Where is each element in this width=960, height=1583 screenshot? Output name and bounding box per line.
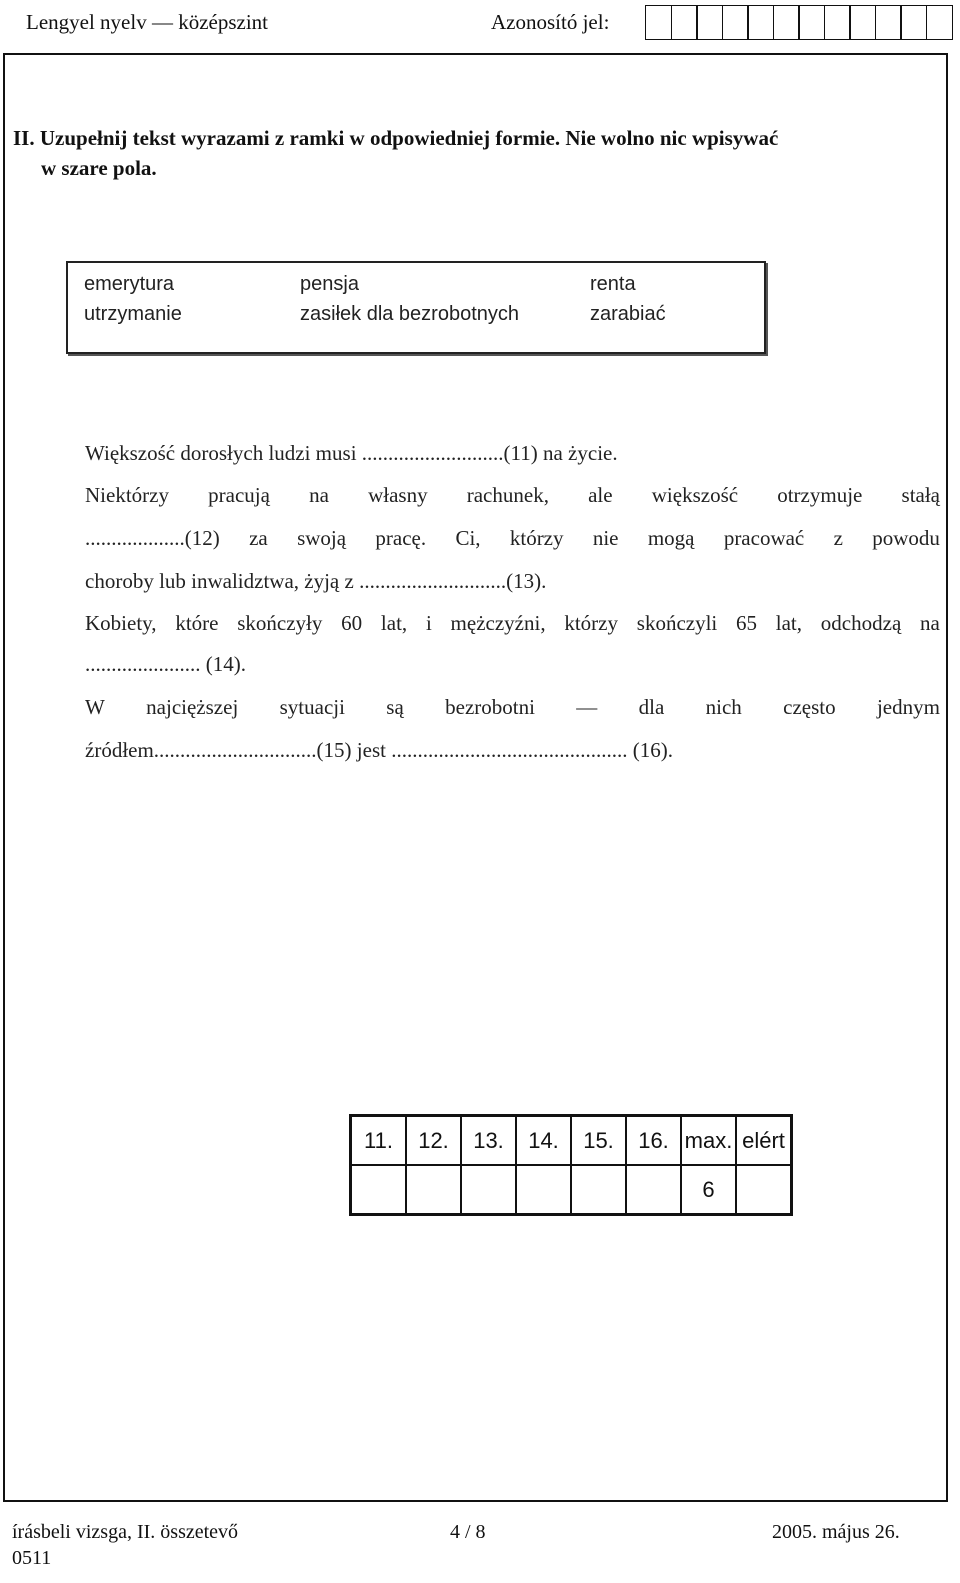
word: swoją (297, 526, 347, 550)
word: mężczyźni, (450, 611, 546, 635)
footer-page: 4 / 8 (450, 1521, 486, 1543)
text-line (85, 526, 940, 551)
score-header: 14. (516, 1116, 571, 1166)
score-header: 11. (351, 1116, 407, 1166)
word: najcięższej (146, 695, 239, 719)
task-instruction (13, 123, 923, 183)
score-header: 15. (571, 1116, 626, 1166)
id-box[interactable] (926, 5, 953, 40)
word: odchodzą (820, 611, 902, 635)
word: 65 (736, 611, 758, 635)
score-cell[interactable] (516, 1165, 571, 1215)
word: są (386, 695, 404, 719)
word: za (249, 526, 268, 550)
subject-title: Lengyel nyelv — középszint (26, 10, 269, 34)
score-cell[interactable] (351, 1165, 407, 1215)
score-max: 6 (681, 1165, 736, 1215)
task-line: w szare pola. (41, 156, 157, 180)
text-line: Większość dorosłych ludzi musi ...........................(11) na życie. (85, 441, 618, 465)
id-box[interactable] (671, 5, 698, 40)
word: własny (368, 483, 428, 507)
word: powodu (872, 526, 940, 550)
word: na (920, 611, 940, 635)
word: renta (590, 273, 636, 295)
word: na (309, 483, 329, 507)
score-cell[interactable] (461, 1165, 516, 1215)
justified-line (85, 526, 940, 551)
word: które (175, 611, 219, 635)
word: większość (651, 483, 739, 507)
word: którzy (564, 611, 618, 635)
word: lat, (380, 611, 408, 635)
id-box[interactable] (798, 5, 825, 40)
id-box[interactable] (773, 5, 800, 40)
word: skończyli (636, 611, 718, 635)
word: W (85, 695, 105, 719)
score-header: 16. (626, 1116, 681, 1166)
id-box[interactable] (824, 5, 851, 40)
word: rachunek, (466, 483, 549, 507)
word: sytuacji (279, 695, 345, 719)
score-header: elért (736, 1116, 792, 1166)
word: Ci, (455, 526, 481, 550)
text-line: źródłem...............................(15) jest ............................................. (16). (85, 738, 673, 762)
justified-line (85, 695, 940, 720)
id-box[interactable] (747, 5, 774, 40)
justified-line (85, 483, 940, 508)
word: pracę. (375, 526, 427, 550)
word: pracować (723, 526, 805, 550)
word: nich (705, 695, 742, 719)
footer-date: 2005. május 26. (772, 1521, 900, 1543)
score-header-row (351, 1116, 792, 1166)
score-cell[interactable] (571, 1165, 626, 1215)
score-cell[interactable] (406, 1165, 461, 1215)
text-line (85, 483, 940, 508)
page-header (0, 0, 960, 46)
score-header: 12. (406, 1116, 461, 1166)
footer-code: 0511 (12, 1547, 52, 1569)
word: 60 (341, 611, 363, 635)
word: często (783, 695, 836, 719)
word: skończyły (237, 611, 323, 635)
text-line (85, 611, 940, 636)
word: Kobiety, (85, 611, 157, 635)
word: mogą (647, 526, 695, 550)
score-header: max. (681, 1116, 736, 1166)
id-box[interactable] (722, 5, 749, 40)
score-table (349, 1114, 793, 1216)
footer-exam: írásbeli vizsga, II. összetevő (12, 1521, 239, 1543)
word: emerytura (84, 273, 175, 295)
id-box[interactable] (696, 5, 723, 40)
id-box[interactable] (849, 5, 876, 40)
word: pensja (300, 273, 359, 295)
word: pracują (208, 483, 270, 507)
id-box[interactable] (900, 5, 927, 40)
word: ale (588, 483, 613, 507)
word: nie (592, 526, 619, 550)
score-cell[interactable] (736, 1165, 792, 1215)
score-header: 13. (461, 1116, 516, 1166)
text-line (85, 695, 940, 720)
word: bezrobotni (445, 695, 535, 719)
justified-line (85, 611, 940, 636)
score-value-row (351, 1165, 792, 1215)
task-line: II. Uzupełnij tekst wyrazami z ramki w odpowiedniej formie. Nie wolno nic wpisywać (13, 126, 779, 150)
text-line: choroby lub inwalidztwa, żyją z ............................(13). (85, 569, 547, 593)
word: jednym (876, 695, 940, 719)
id-boxes (645, 5, 951, 40)
word: zarabiać (590, 303, 666, 325)
word: stałą (901, 483, 940, 507)
word: lat, (775, 611, 803, 635)
score-cell[interactable] (626, 1165, 681, 1215)
word: z (833, 526, 843, 550)
word: którzy (509, 526, 564, 550)
text-line: ...................... (14). (85, 652, 246, 676)
word: utrzymanie (84, 303, 182, 325)
word-box (66, 261, 766, 354)
word: Niektórzy (85, 483, 169, 507)
word: otrzymuje (777, 483, 863, 507)
id-box[interactable] (875, 5, 902, 40)
word: dla (638, 695, 665, 719)
id-box[interactable] (645, 5, 672, 40)
word: — (576, 695, 598, 719)
word: ...................(12) (85, 526, 220, 550)
id-label: Azonosító jel: (491, 10, 610, 34)
word: zasiłek dla bezrobotnych (300, 303, 520, 325)
word: i (425, 611, 432, 635)
